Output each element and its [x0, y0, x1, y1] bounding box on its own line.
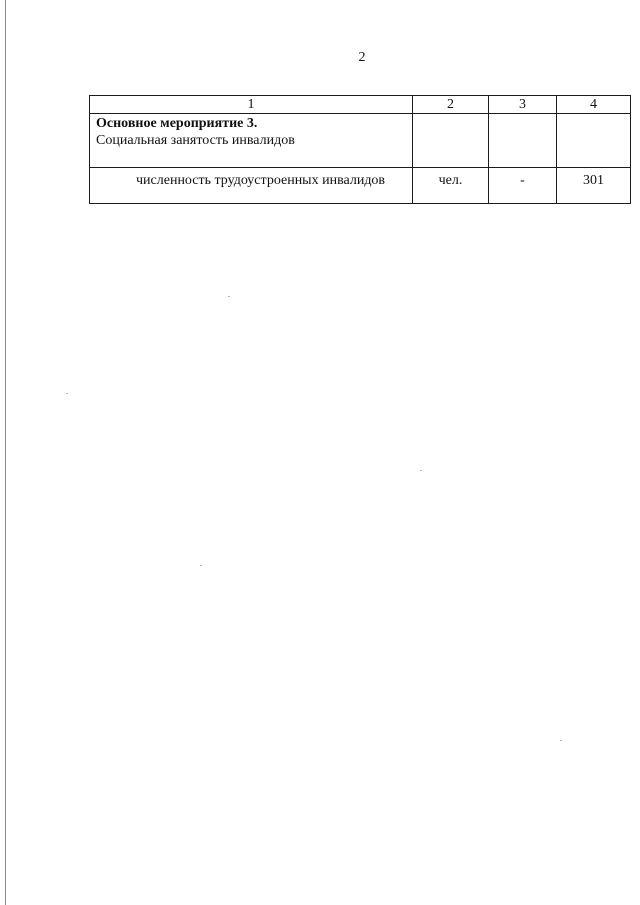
table-row-indicator — [90, 168, 631, 204]
activity-cell-col3 — [489, 114, 557, 168]
indicator-col4-value: 301 — [557, 168, 631, 204]
column-header-3: 3 — [489, 96, 557, 114]
table-row-activity — [90, 114, 631, 168]
scan-speck — [200, 565, 202, 566]
scan-speck — [228, 296, 230, 297]
activity-subtitle: Социальная занятость инвалидов — [96, 133, 295, 148]
activity-cell-col2 — [413, 114, 489, 168]
scan-edge-line — [5, 0, 6, 905]
indicator-unit: чел. — [413, 168, 489, 204]
measures-table — [89, 95, 631, 204]
column-header-4: 4 — [557, 96, 631, 114]
activity-cell-col4 — [557, 114, 631, 168]
page-number: 2 — [358, 50, 366, 65]
scan-speck — [420, 470, 422, 471]
table-header-row — [90, 96, 631, 114]
activity-cell — [90, 114, 413, 168]
indicator-name: численность трудоустроенных инвалидов — [90, 168, 413, 204]
column-header-2: 2 — [413, 96, 489, 114]
scan-speck — [560, 740, 562, 741]
scan-speck — [66, 393, 68, 394]
indicator-col3-value: - — [489, 168, 557, 204]
activity-title: Основное мероприятие 3. — [96, 116, 258, 131]
column-header-1: 1 — [90, 96, 413, 114]
